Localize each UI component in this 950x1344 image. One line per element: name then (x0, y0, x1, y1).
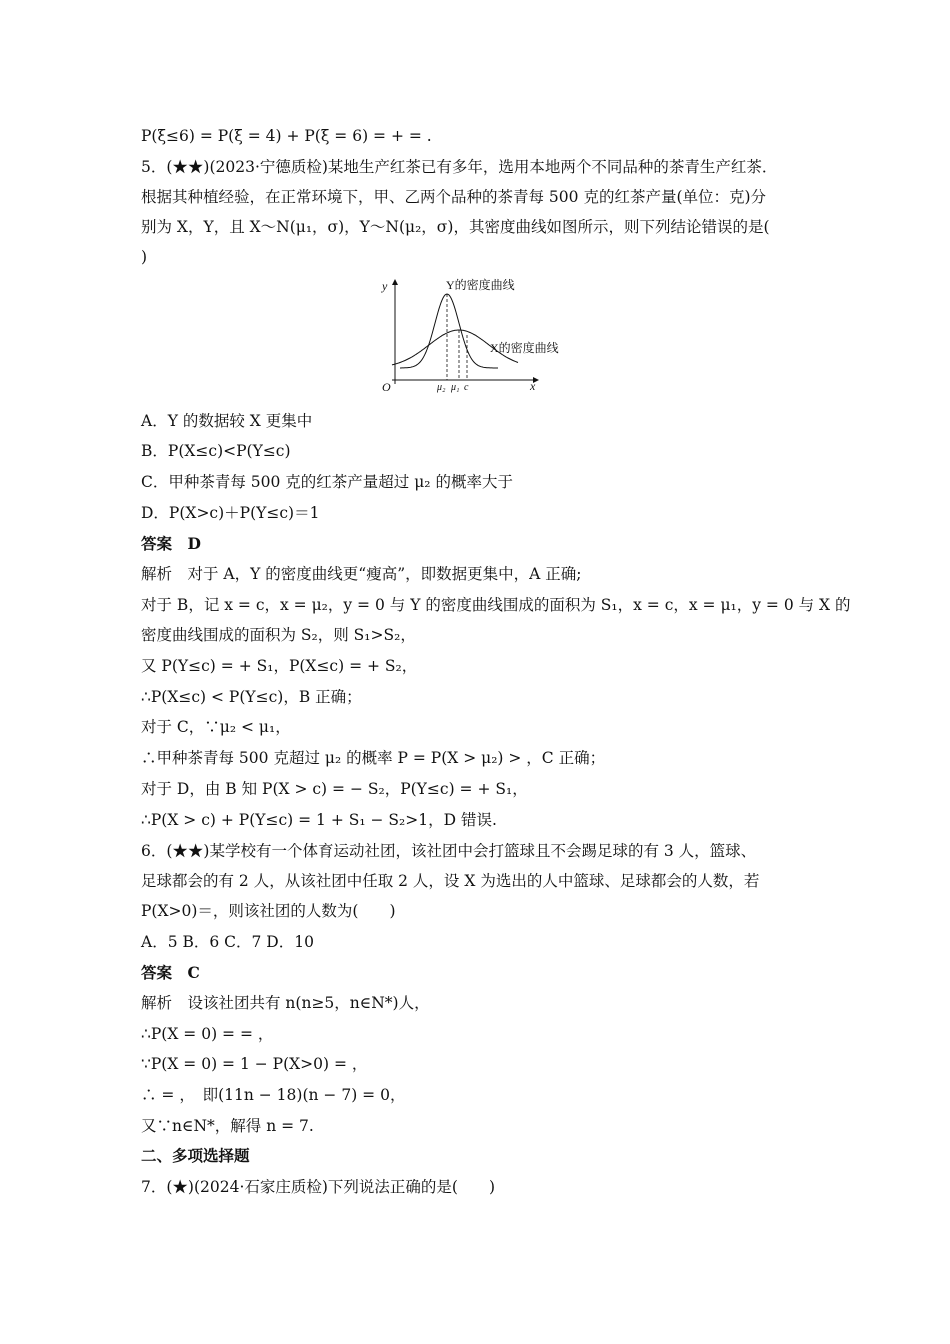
analysis-6-line-2: ∴P(X = 0) = = ， (141, 1025, 274, 1043)
analysis-6-line-4: ∴ = ， 即(11n − 18)(n − 7) = 0， (141, 1086, 406, 1104)
x-curve-label: X的密度曲线 (490, 341, 559, 355)
analysis-5-line-9: ∴P(X > c) + P(Y≤c) = 1 + S₁ − S₂>1，D 错误. (141, 811, 497, 829)
c-label: c (464, 382, 469, 393)
analysis-5-line-8: 对于 D，由 B 知 P(X > c) = − S₂，P(Y≤c) = + S₁， (141, 780, 528, 798)
question-6-options: A．5 B．6 C．7 D．10 (141, 933, 314, 951)
section-heading: 二、多项选择题 (141, 1146, 250, 1165)
question-6-line-3: P(X>0)＝，则该社团的人数为( ) (141, 902, 396, 920)
answer-6: 答案 C (141, 963, 200, 982)
question-6-line-2: 足球都会的有 2 人，从该社团中任取 2 人，设 X 为选出的人中篮球、足球都会的人数，若 (141, 872, 760, 890)
text-line-1: P(ξ≤6) = P(ξ = 4) + P(ξ = 6) = + = . (141, 127, 432, 145)
analysis-6-line-5: 又∵n∈N*，解得 n = 7. (141, 1117, 314, 1135)
question-5-line-4: ) (141, 248, 148, 266)
question-5-line-2: 根据其种植经验，在正常环境下，甲、乙两个品种的茶青每 500 克的红茶产量(单位：克)分 (141, 188, 767, 206)
answer-5: 答案 D (141, 534, 201, 553)
analysis-5-line-2: 对于 B，记 x = c，x = μ₂，y = 0 与 Y 的密度曲线围成的面积为 S₁，x = c，x = μ₁，y = 0 与 X 的 (141, 596, 851, 614)
y-density-curve (400, 294, 498, 368)
density-curve-figure (370, 272, 590, 402)
mu2-label: μ₂ (437, 382, 446, 393)
option-c: C．甲种茶青每 500 克的红茶产量超过 μ₂ 的概率大于 (141, 473, 513, 491)
question-5-line-3: 别为 X，Y，且 X～N(μ₁，σ)，Y～N(μ₂，σ)，其密度曲线如图所示，则下列结论错误的是( (141, 218, 770, 236)
analysis-5-line-7: ∴甲种茶青每 500 克超过 μ₂ 的概率 P = P(X > μ₂) > ，C 正确； (141, 749, 606, 767)
question-7: 7．(★)(2024·石家庄质检)下列说法正确的是( ) (141, 1178, 496, 1196)
analysis-5-line-4: 又 P(Y≤c) = + S₁，P(X≤c) = + S₂， (141, 657, 418, 675)
question-6-line-1: 6．(★★)某学校有一个体育运动社团，该社团中会打篮球且不会踢足球的有 3 人，篮球、 (141, 842, 757, 860)
y-curve-label: Y的密度曲线 (446, 278, 515, 292)
analysis-5-line-1: 解析 对于 A，Y 的密度曲线更“瘦高”，即数据更集中，A 正确; (141, 565, 582, 583)
mu1-label: μ₁ (451, 382, 460, 393)
option-d: D．P(X>c)＋P(Y≤c)＝1 (141, 504, 320, 522)
x-axis-label: x (530, 379, 536, 393)
analysis-5-line-6: 对于 C，∵μ₂ < μ₁， (141, 718, 291, 736)
origin-label: O (382, 380, 391, 394)
analysis-6-line-3: ∵P(X = 0) = 1 − P(X>0) = ， (141, 1055, 368, 1073)
analysis-5-line-5: ∴P(X≤c) < P(Y≤c)，B 正确； (141, 688, 362, 706)
analysis-5-line-3: 密度曲线围成的面积为 S₂，则 S₁>S₂， (141, 626, 416, 644)
option-b: B．P(X≤c)<P(Y≤c) (141, 442, 291, 460)
option-a: A．Y 的数据较 X 更集中 (141, 412, 313, 430)
question-5-line-1: 5．(★★)(2023·宁德质检)某地生产红茶已有多年，选用本地两个不同品种的茶青生产红茶． (141, 158, 778, 176)
analysis-6-line-1: 解析 设该社团共有 n(n≥5，n∈N*)人， (141, 994, 430, 1012)
y-axis-label: y (382, 279, 388, 293)
